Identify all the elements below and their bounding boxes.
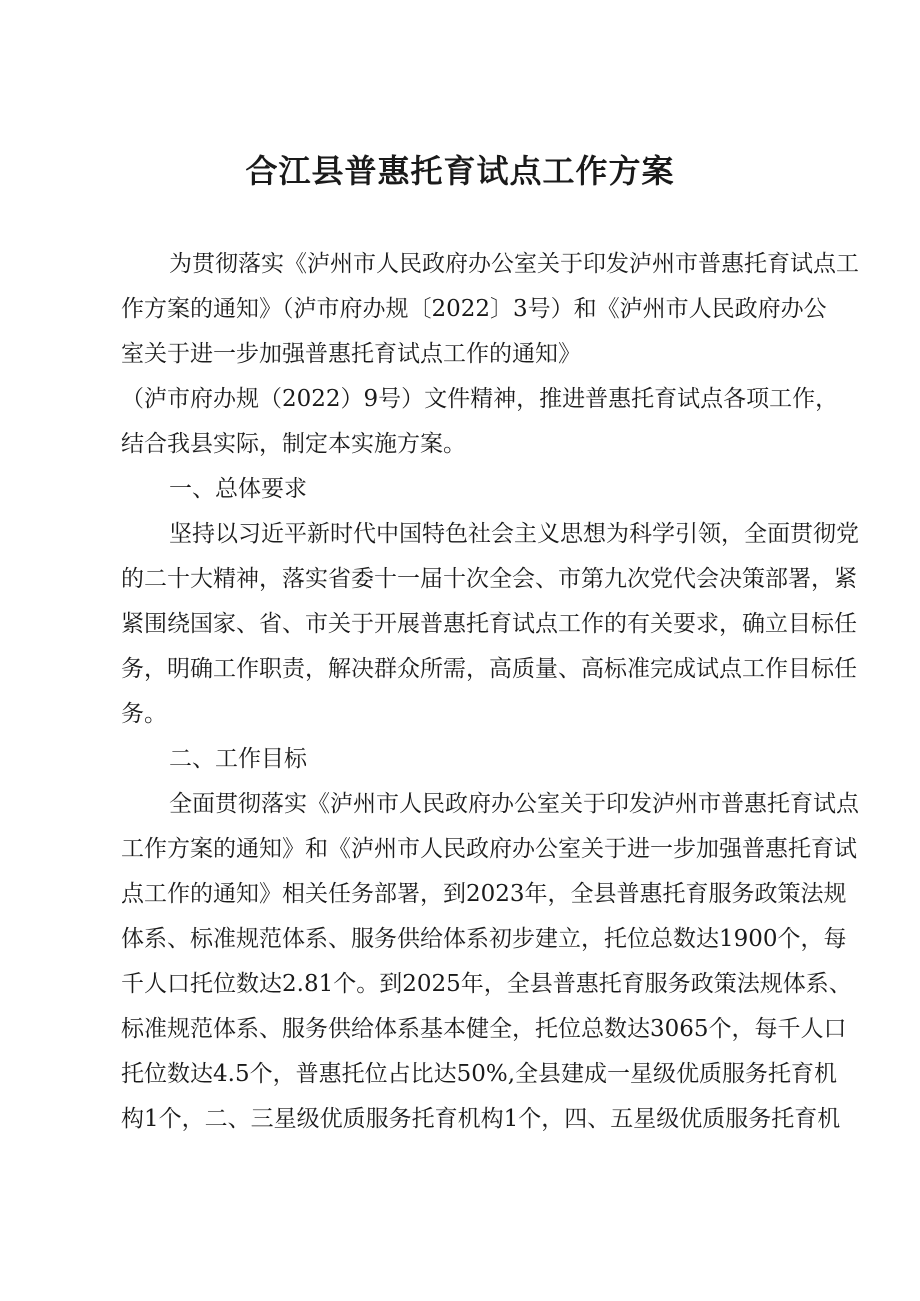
- paragraph-line: 坚持以习近平新时代中国特色社会主义思想为科学引领，全面贯彻党: [169, 521, 859, 547]
- paragraph-line: 全面贯彻落实《泸州市人民政府办公室关于印发泸州市普惠托育试点: [169, 791, 859, 817]
- paragraph-line: 标准规范体系、服务供给体系基本健全，托位总数达3065个，每千人口: [121, 1016, 847, 1042]
- paragraph-line: 结合我县实际，制定本实施方案。: [121, 431, 466, 457]
- document-title: 合江县普惠托育试点工作方案: [245, 152, 675, 190]
- paragraph-line: 托位数达4.5个，普惠托位占比达50%,全县建成一星级优质服务托育机: [121, 1061, 838, 1087]
- paragraph-line: 务，明确工作职责，解决群众所需，高质量、高标准完成试点工作目标任: [121, 656, 857, 682]
- section-heading: 二、工作目标: [169, 746, 307, 772]
- paragraph-line: 室关于进一步加强普惠托育试点工作的通知》: [121, 341, 581, 367]
- paragraph-line: 紧围绕国家、省、市关于开展普惠托育试点工作的有关要求，确立目标任: [121, 611, 857, 637]
- paragraph-line: 为贯彻落实《泸州市人民政府办公室关于印发泸州市普惠托育试点工: [169, 251, 859, 277]
- document-body: [121, 242, 859, 1142]
- paragraph-line: 千人口托位数达2.81个。到2025年，全县普惠托育服务政策法规体系、: [121, 971, 852, 997]
- paragraph-line: （泸市府办规（2022）9号）文件精神，推进普惠托育试点各项工作，: [121, 386, 839, 412]
- paragraph-line: 作方案的通知》（泸市府办规〔2022〕3号）和《泸州市人民政府办公: [121, 296, 827, 322]
- paragraph-line: 构1个，二、三星级优质服务托育机构1个，四、五星级优质服务托育机: [121, 1106, 841, 1132]
- paragraph-line: 务。: [121, 701, 167, 727]
- section-heading: 一、总体要求: [169, 476, 307, 502]
- paragraph-line: 的二十大精神，落实省委十一届十次全会、市第九次党代会决策部署，紧: [121, 566, 857, 592]
- paragraph-line: 工作方案的通知》和《泸州市人民政府办公室关于进一步加强普惠托育试: [121, 836, 857, 862]
- paragraph-line: 体系、标准规范体系、服务供给体系初步建立，托位总数达1900个，每: [121, 926, 847, 952]
- paragraph-line: 点工作的通知》相关任务部署，到2023年，全县普惠托育服务政策法规: [121, 881, 847, 907]
